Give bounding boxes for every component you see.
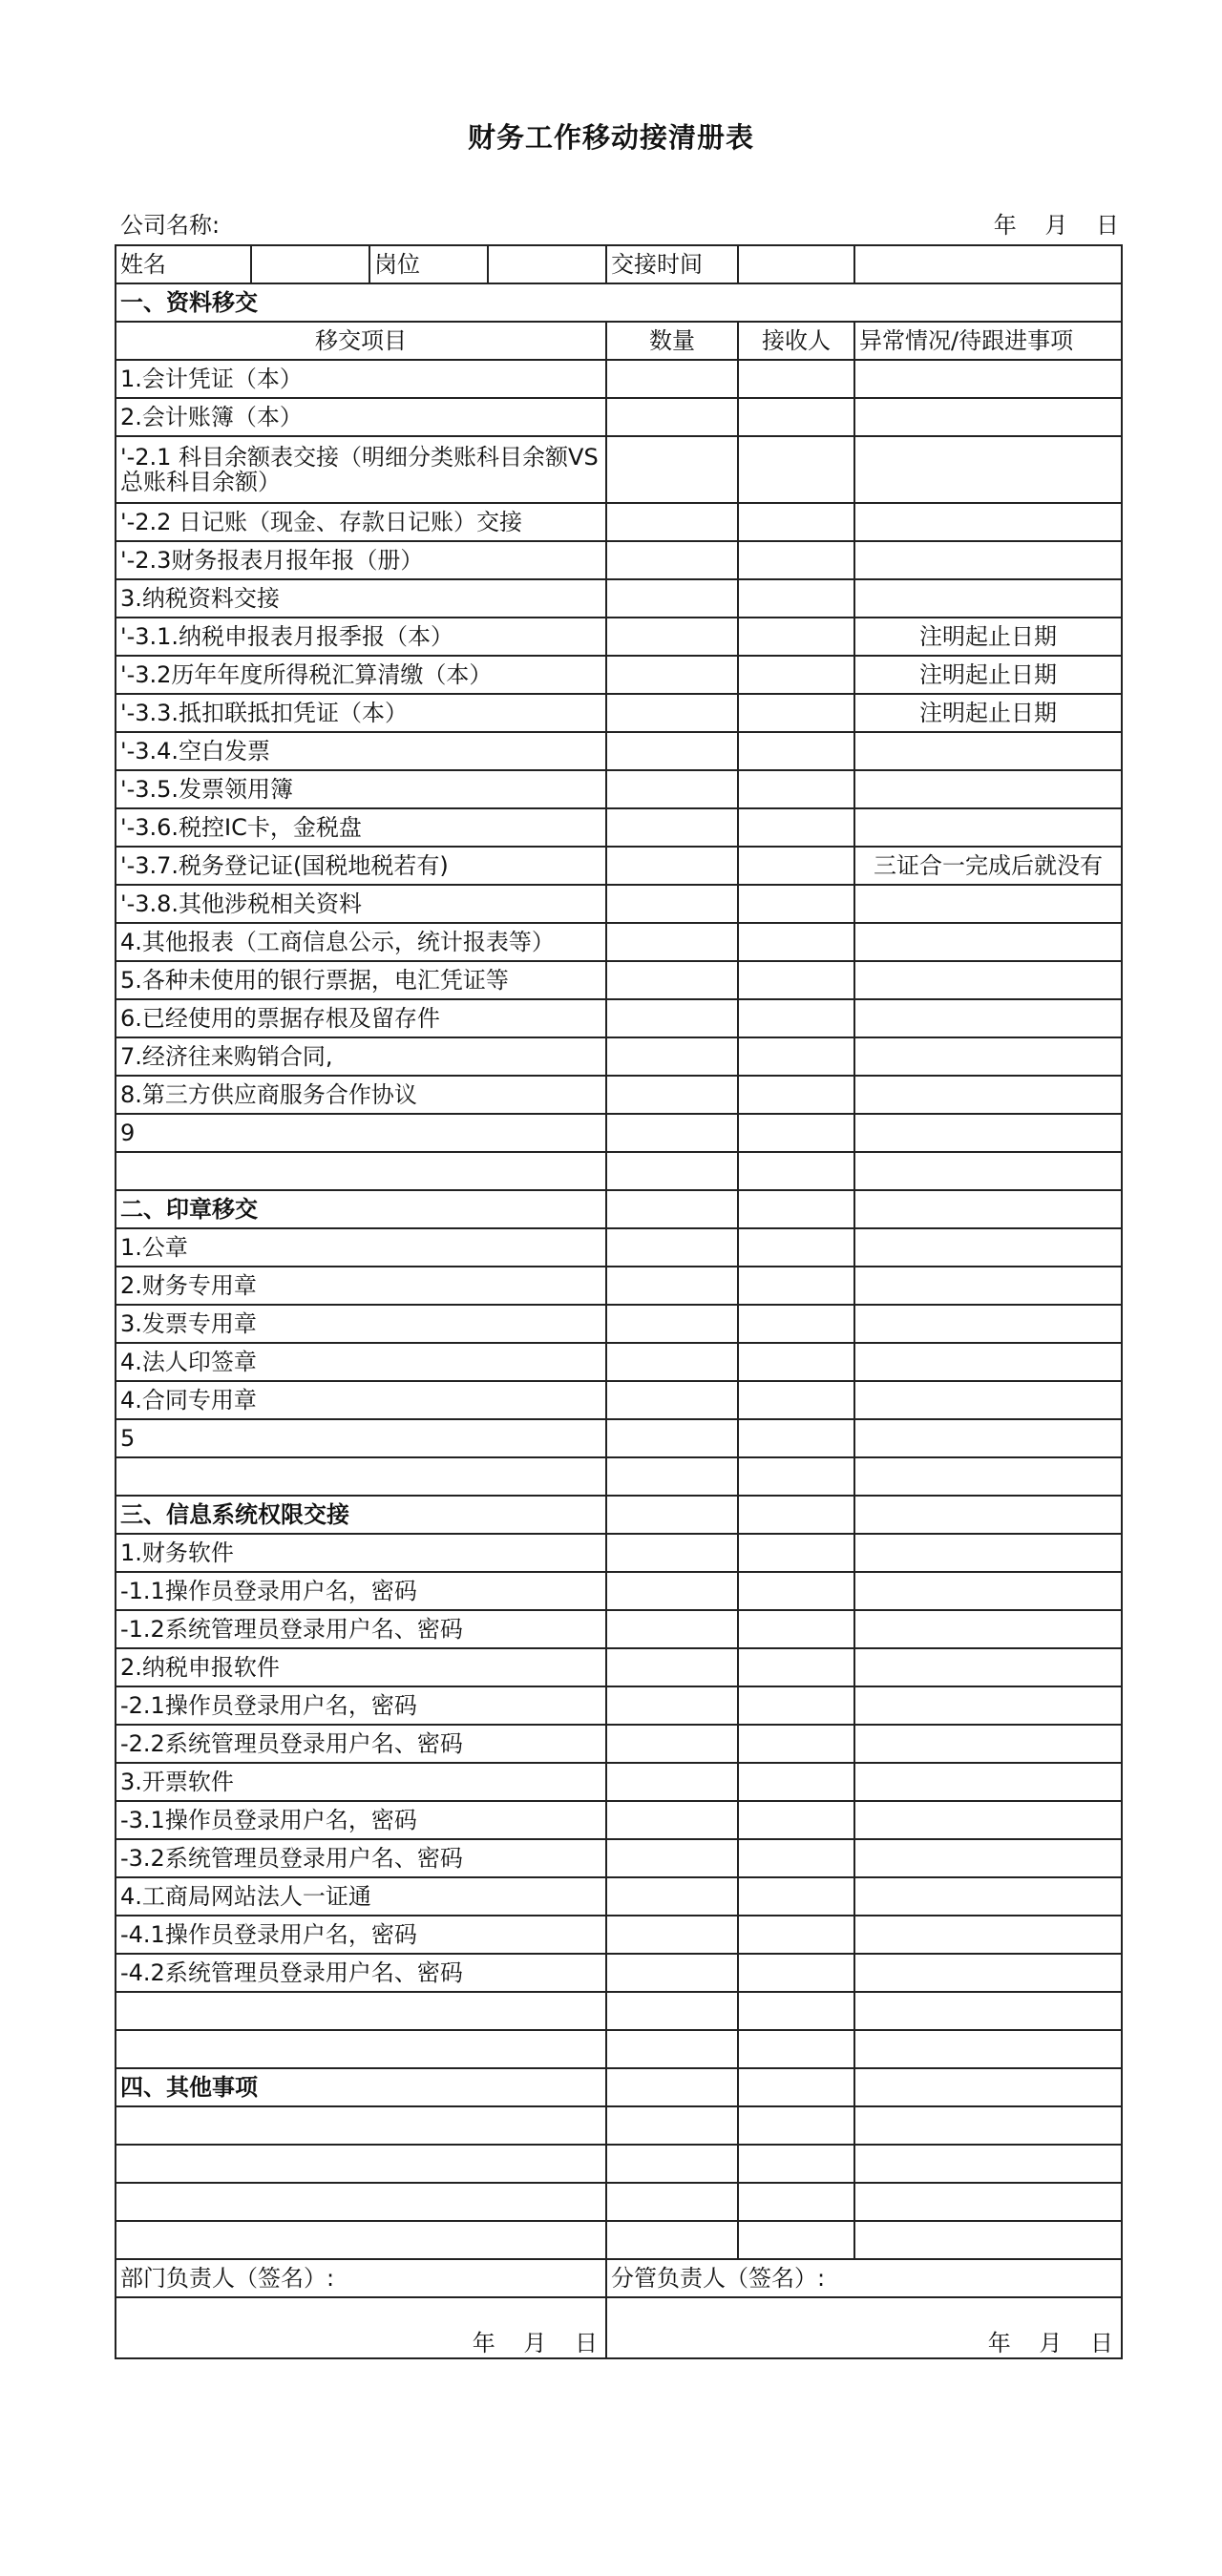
table-row: [116, 2106, 1122, 2145]
receiver-cell[interactable]: [738, 1839, 854, 1877]
note-cell[interactable]: [854, 2030, 1122, 2068]
table-row: [116, 398, 1122, 436]
item-label: -4.2系统管理员登录用户名、密码: [116, 1954, 606, 1992]
item-label: [116, 2145, 606, 2183]
item-label: 3.纳税资料交接: [116, 579, 606, 618]
table-row: [116, 1572, 1122, 1610]
note-cell[interactable]: [854, 2106, 1122, 2145]
receiver-cell[interactable]: [738, 1228, 854, 1267]
quantity-cell[interactable]: [606, 2030, 738, 2068]
note-cell[interactable]: [854, 1228, 1122, 1267]
note-cell[interactable]: [854, 360, 1122, 398]
item-label: '-2.3财务报表月报年报（册）: [116, 541, 606, 579]
handover-time-value[interactable]: [738, 245, 854, 283]
receiver-cell[interactable]: [738, 1954, 854, 1992]
item-label: [116, 2106, 606, 2145]
quantity-cell[interactable]: [606, 1114, 738, 1152]
note-cell[interactable]: [854, 2183, 1122, 2221]
quantity-cell[interactable]: [606, 436, 738, 503]
receiver-cell[interactable]: [738, 2145, 854, 2183]
quantity-cell[interactable]: [606, 1037, 738, 1076]
table-row: [116, 999, 1122, 1037]
quantity-cell[interactable]: [606, 1534, 738, 1572]
quantity-cell[interactable]: [606, 732, 738, 770]
item-label: 1.财务软件: [116, 1534, 606, 1572]
receiver-cell[interactable]: [738, 398, 854, 436]
quantity-cell[interactable]: [606, 2068, 738, 2106]
receiver-cell[interactable]: [738, 694, 854, 732]
receiver-cell[interactable]: [738, 1648, 854, 1686]
section-title: 一、资料移交: [116, 283, 1122, 322]
receiver-cell[interactable]: [738, 579, 854, 618]
receiver-cell[interactable]: [738, 961, 854, 999]
note-cell[interactable]: [854, 1572, 1122, 1610]
table-row: [116, 694, 1122, 732]
note-cell[interactable]: 注明起止日期: [854, 618, 1122, 656]
date-top: 年 月 日: [993, 212, 1119, 239]
table-row: [116, 1152, 1122, 1190]
item-label: 1.公章: [116, 1228, 606, 1267]
table-row: [116, 579, 1122, 618]
receiver-cell[interactable]: [738, 1916, 854, 1954]
note-cell[interactable]: [854, 999, 1122, 1037]
receiver-cell[interactable]: [738, 770, 854, 808]
table-row: [116, 436, 1122, 503]
note-cell[interactable]: [854, 1496, 1122, 1534]
section-row: [116, 1190, 1122, 1228]
receiver-cell[interactable]: [738, 618, 854, 656]
item-label: 2.纳税申报软件: [116, 1648, 606, 1686]
quantity-cell[interactable]: [606, 770, 738, 808]
quantity-cell[interactable]: [606, 1954, 738, 1992]
receiver-cell[interactable]: [738, 1037, 854, 1076]
section-row: [116, 2068, 1122, 2106]
quantity-cell[interactable]: [606, 541, 738, 579]
note-cell[interactable]: [854, 579, 1122, 618]
dept-head-date[interactable]: 年 月 日: [116, 2297, 606, 2358]
table-row: [116, 1343, 1122, 1381]
receiver-cell[interactable]: [738, 503, 854, 541]
note-cell[interactable]: [854, 732, 1122, 770]
table-row: [116, 503, 1122, 541]
note-cell[interactable]: [854, 1801, 1122, 1839]
item-label: [116, 1992, 606, 2030]
table-row: [116, 1228, 1122, 1267]
receiver-cell[interactable]: [738, 1076, 854, 1114]
item-label: [116, 1457, 606, 1496]
receiver-cell[interactable]: [738, 1725, 854, 1763]
receiver-cell[interactable]: [738, 360, 854, 398]
note-cell[interactable]: [854, 541, 1122, 579]
table-row: [116, 1534, 1122, 1572]
item-label: 5.各种未使用的银行票据，电汇凭证等: [116, 961, 606, 999]
item-label: 5: [116, 1419, 606, 1457]
receiver-cell[interactable]: [738, 732, 854, 770]
receiver-cell[interactable]: [738, 847, 854, 885]
receiver-cell[interactable]: [738, 1343, 854, 1381]
signature-row: [116, 2259, 1122, 2297]
note-cell[interactable]: [854, 1152, 1122, 1190]
table-row: [116, 770, 1122, 808]
table-row: [116, 618, 1122, 656]
table-row: [116, 808, 1122, 847]
table-row: [116, 1725, 1122, 1763]
note-cell[interactable]: [854, 2068, 1122, 2106]
quantity-cell[interactable]: [606, 1610, 738, 1648]
section-title: 三、信息系统权限交接: [116, 1496, 606, 1534]
supervisor-date[interactable]: 年 月 日: [606, 2297, 1122, 2358]
receiver-cell[interactable]: [738, 1419, 854, 1457]
receiver-cell[interactable]: [738, 1152, 854, 1190]
item-label: 9: [116, 1114, 606, 1152]
item-label: -2.2系统管理员登录用户名、密码: [116, 1725, 606, 1763]
quantity-cell[interactable]: [606, 2183, 738, 2221]
item-label: 4.合同专用章: [116, 1381, 606, 1419]
dept-head-signature[interactable]: 部门负责人（签名）:: [116, 2259, 606, 2297]
table-row: [116, 1381, 1122, 1419]
header-row: [116, 245, 1122, 283]
receiver-cell[interactable]: [738, 923, 854, 961]
receiver-cell[interactable]: [738, 1496, 854, 1534]
quantity-cell[interactable]: [606, 398, 738, 436]
table-row: [116, 1114, 1122, 1152]
table-row: [116, 2030, 1122, 2068]
item-label: '-2.2 日记账（现金、存款日记账）交接: [116, 503, 606, 541]
company-name-label: 公司名称:: [120, 212, 221, 239]
table-row: [116, 961, 1122, 999]
receiver-cell[interactable]: [738, 1534, 854, 1572]
item-label: -4.1操作员登录用户名，密码: [116, 1916, 606, 1954]
note-cell[interactable]: 注明起止日期: [854, 694, 1122, 732]
note-cell[interactable]: 注明起止日期: [854, 656, 1122, 694]
col-note-header: 异常情况/待跟进事项: [854, 322, 1122, 360]
table-row: [116, 1267, 1122, 1305]
quantity-cell[interactable]: [606, 1992, 738, 2030]
item-label: 7.经济往来购销合同,: [116, 1037, 606, 1076]
quantity-cell[interactable]: [606, 1572, 738, 1610]
receiver-cell[interactable]: [738, 1457, 854, 1496]
quantity-cell[interactable]: [606, 1076, 738, 1114]
note-cell[interactable]: [854, 398, 1122, 436]
note-cell[interactable]: [854, 1037, 1122, 1076]
col-item-header: 移交项目: [116, 322, 606, 360]
quantity-cell[interactable]: [606, 1228, 738, 1267]
table-row: [116, 1916, 1122, 1954]
note-cell[interactable]: [854, 2221, 1122, 2259]
table-row: [116, 2145, 1122, 2183]
quantity-cell[interactable]: [606, 1267, 738, 1305]
handover-table: [115, 244, 1123, 2359]
name-label: 姓名: [116, 245, 251, 283]
receiver-cell[interactable]: [738, 1381, 854, 1419]
note-cell[interactable]: [854, 1343, 1122, 1381]
item-label: -1.2系统管理员登录用户名、密码: [116, 1610, 606, 1648]
item-label: [116, 2030, 606, 2068]
receiver-cell[interactable]: [738, 2106, 854, 2145]
table-row: [116, 1037, 1122, 1076]
note-cell[interactable]: [854, 436, 1122, 503]
quantity-cell[interactable]: [606, 1343, 738, 1381]
quantity-cell[interactable]: [606, 694, 738, 732]
item-label: 4.其他报表（工商信息公示，统计报表等）: [116, 923, 606, 961]
note-cell[interactable]: 三证合一完成后就没有: [854, 847, 1122, 885]
quantity-cell[interactable]: [606, 1763, 738, 1801]
name-value[interactable]: [251, 245, 369, 283]
table-row: [116, 1954, 1122, 1992]
quantity-cell[interactable]: [606, 360, 738, 398]
note-cell[interactable]: [854, 1457, 1122, 1496]
supervisor-signature[interactable]: 分管负责人（签名）:: [606, 2259, 1122, 2297]
table-row: [116, 1686, 1122, 1725]
section-row: [116, 283, 1122, 322]
receiver-cell[interactable]: [738, 1877, 854, 1916]
quantity-cell[interactable]: [606, 885, 738, 923]
item-label: '-3.3.抵扣联抵扣凭证（本）: [116, 694, 606, 732]
receiver-cell[interactable]: [738, 2030, 854, 2068]
item-label: '-2.1 科目余额表交接（明细分类账科目余额VS总账科目余额）: [116, 436, 606, 503]
item-label: '-3.7.税务登记证(国税地税若有): [116, 847, 606, 885]
receiver-cell[interactable]: [738, 541, 854, 579]
item-label: [116, 2183, 606, 2221]
note-cell[interactable]: [854, 1954, 1122, 1992]
quantity-cell[interactable]: [606, 999, 738, 1037]
handover-time-label: 交接时间: [606, 245, 738, 283]
quantity-cell[interactable]: [606, 1457, 738, 1496]
table-row: [116, 1877, 1122, 1916]
receiver-cell[interactable]: [738, 656, 854, 694]
quantity-cell[interactable]: [606, 1305, 738, 1343]
receiver-cell[interactable]: [738, 1801, 854, 1839]
quantity-cell[interactable]: [606, 503, 738, 541]
note-cell[interactable]: [854, 1877, 1122, 1916]
note-cell[interactable]: [854, 808, 1122, 847]
note-cell[interactable]: [854, 1763, 1122, 1801]
table-row: [116, 1801, 1122, 1839]
item-label: '-3.6.税控IC卡，金税盘: [116, 808, 606, 847]
table-row: [116, 923, 1122, 961]
signature-date-row: [116, 2297, 1122, 2358]
item-label: -1.1操作员登录用户名，密码: [116, 1572, 606, 1610]
table-row: [116, 1992, 1122, 2030]
item-label: 6.已经使用的票据存根及留存件: [116, 999, 606, 1037]
item-label: -3.1操作员登录用户名，密码: [116, 1801, 606, 1839]
table-row: [116, 1839, 1122, 1877]
item-label: -3.2系统管理员登录用户名、密码: [116, 1839, 606, 1877]
table-row: [116, 847, 1122, 885]
note-cell[interactable]: [854, 961, 1122, 999]
note-cell[interactable]: [854, 2145, 1122, 2183]
item-label: [116, 1152, 606, 1190]
receiver-cell[interactable]: [738, 885, 854, 923]
note-cell[interactable]: [854, 1992, 1122, 2030]
quantity-cell[interactable]: [606, 1381, 738, 1419]
note-cell[interactable]: [854, 1305, 1122, 1343]
table-row: [116, 656, 1122, 694]
section-row: [116, 1496, 1122, 1534]
item-label: 2.财务专用章: [116, 1267, 606, 1305]
table-row: [116, 1419, 1122, 1457]
receiver-cell[interactable]: [738, 999, 854, 1037]
item-label: '-3.4.空白发票: [116, 732, 606, 770]
receiver-cell[interactable]: [738, 1114, 854, 1152]
item-label: [116, 2221, 606, 2259]
quantity-cell[interactable]: [606, 1916, 738, 1954]
note-cell[interactable]: [854, 923, 1122, 961]
header-extra-cell[interactable]: [854, 245, 1122, 283]
item-label: '-3.5.发票领用簿: [116, 770, 606, 808]
receiver-cell[interactable]: [738, 1267, 854, 1305]
post-value[interactable]: [488, 245, 606, 283]
table-row: [116, 2183, 1122, 2221]
section-title: 二、印章移交: [116, 1190, 606, 1228]
section-title: 四、其他事项: [116, 2068, 606, 2106]
col-receiver-header: 接收人: [738, 322, 854, 360]
note-cell[interactable]: [854, 1725, 1122, 1763]
receiver-cell[interactable]: [738, 1992, 854, 2030]
quantity-cell[interactable]: [606, 808, 738, 847]
item-label: 3.发票专用章: [116, 1305, 606, 1343]
quantity-cell[interactable]: [606, 1419, 738, 1457]
quantity-cell[interactable]: [606, 618, 738, 656]
table-row: [116, 1305, 1122, 1343]
receiver-cell[interactable]: [738, 808, 854, 847]
quantity-cell[interactable]: [606, 2145, 738, 2183]
quantity-cell[interactable]: [606, 923, 738, 961]
receiver-cell[interactable]: [738, 1572, 854, 1610]
item-label: 2.会计账簿（本）: [116, 398, 606, 436]
note-cell[interactable]: [854, 1648, 1122, 1686]
table-row: [116, 360, 1122, 398]
receiver-cell[interactable]: [738, 2068, 854, 2106]
quantity-cell[interactable]: [606, 1152, 738, 1190]
note-cell[interactable]: [854, 1610, 1122, 1648]
note-cell[interactable]: [854, 1076, 1122, 1114]
quantity-cell[interactable]: [606, 1839, 738, 1877]
table-row: [116, 541, 1122, 579]
receiver-cell[interactable]: [738, 1190, 854, 1228]
note-cell[interactable]: [854, 770, 1122, 808]
table-row: [116, 2221, 1122, 2259]
receiver-cell[interactable]: [738, 1686, 854, 1725]
item-label: 1.会计凭证（本）: [116, 360, 606, 398]
table-row: [116, 1648, 1122, 1686]
item-label: 3.开票软件: [116, 1763, 606, 1801]
post-label: 岗位: [369, 245, 488, 283]
quantity-cell[interactable]: [606, 847, 738, 885]
note-cell[interactable]: [854, 1114, 1122, 1152]
quantity-cell[interactable]: [606, 656, 738, 694]
table-row: [116, 1076, 1122, 1114]
note-cell[interactable]: [854, 1839, 1122, 1877]
note-cell[interactable]: [854, 885, 1122, 923]
quantity-cell[interactable]: [606, 1648, 738, 1686]
item-label: 4.法人印签章: [116, 1343, 606, 1381]
note-cell[interactable]: [854, 1267, 1122, 1305]
table-row: [116, 1457, 1122, 1496]
note-cell[interactable]: [854, 1381, 1122, 1419]
item-label: '-3.1.纳税申报表月报季报（本）: [116, 618, 606, 656]
item-label: 8.第三方供应商服务合作协议: [116, 1076, 606, 1114]
item-label: '-3.2历年年度所得税汇算清缴（本）: [116, 656, 606, 694]
quantity-cell[interactable]: [606, 579, 738, 618]
item-label: -2.1操作员登录用户名，密码: [116, 1686, 606, 1725]
table-row: [116, 1763, 1122, 1801]
quantity-cell[interactable]: [606, 1801, 738, 1839]
receiver-cell[interactable]: [738, 1305, 854, 1343]
receiver-cell[interactable]: [738, 2221, 854, 2259]
page-title: 财务工作移动接清册表: [467, 121, 754, 154]
quantity-cell[interactable]: [606, 1190, 738, 1228]
note-cell[interactable]: [854, 1190, 1122, 1228]
quantity-cell[interactable]: [606, 1496, 738, 1534]
quantity-cell[interactable]: [606, 1725, 738, 1763]
table-row: [116, 1610, 1122, 1648]
item-label: 4.工商局网站法人一证通: [116, 1877, 606, 1916]
column-header-row: [116, 322, 1122, 360]
quantity-cell[interactable]: [606, 1877, 738, 1916]
note-cell[interactable]: [854, 1686, 1122, 1725]
item-label: '-3.8.其他涉税相关资料: [116, 885, 606, 923]
receiver-cell[interactable]: [738, 1763, 854, 1801]
receiver-cell[interactable]: [738, 436, 854, 503]
quantity-cell[interactable]: [606, 2221, 738, 2259]
receiver-cell[interactable]: [738, 2183, 854, 2221]
receiver-cell[interactable]: [738, 1610, 854, 1648]
table-row: [116, 732, 1122, 770]
quantity-cell[interactable]: [606, 1686, 738, 1725]
col-qty-header: 数量: [606, 322, 738, 360]
note-cell[interactable]: [854, 1916, 1122, 1954]
quantity-cell[interactable]: [606, 961, 738, 999]
table-row: [116, 885, 1122, 923]
note-cell[interactable]: [854, 1419, 1122, 1457]
note-cell[interactable]: [854, 1534, 1122, 1572]
note-cell[interactable]: [854, 503, 1122, 541]
quantity-cell[interactable]: [606, 2106, 738, 2145]
